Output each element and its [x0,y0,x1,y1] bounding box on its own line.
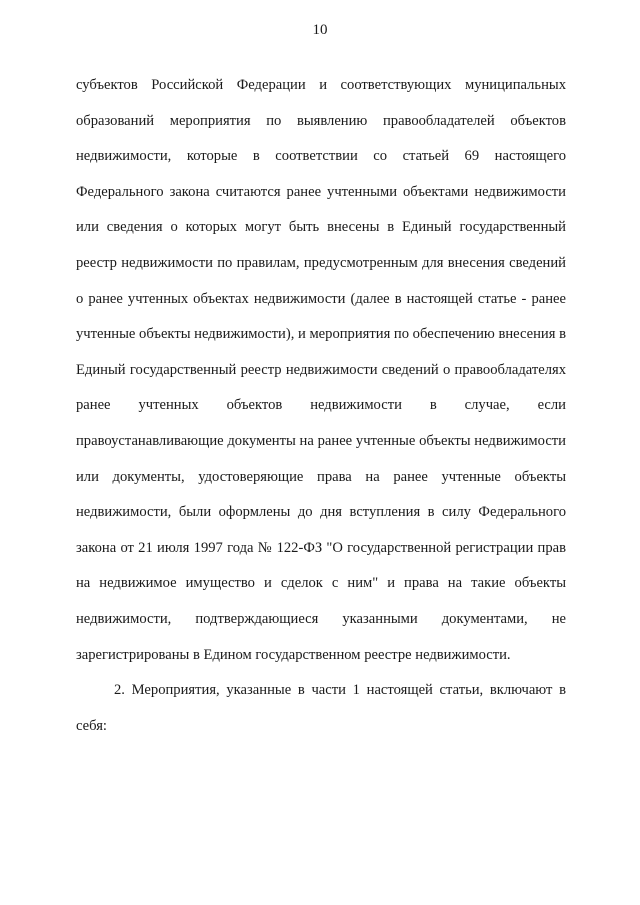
paragraph-item-2: 2. Мероприятия, указанные в части 1 настоящей статьи, включают в себя: [76,682,566,734]
page-number: 10 [312,22,328,38]
paragraph-continuation: субъектов Российской Федерации и соответствующих муниципальных образований мероприятия по выявлению правообладателей объектов недвижимости, которые в соответствии со статьей 69 настоящего Федерального закона считаются ранее учтенными объектами недвижимости или сведения о которых могут быть внесены в Единый государственный реестр недвижимости по правилам, предусмотренным для внесения сведений о ранее учтенных объектах недвижимости (далее в настоящей статье - ранее учтенные объекты недвижимости), и мероприятия по обеспечению внесения в Единый государственный реестр недвижимости сведений о правообладателях ранее учтенных объектов недвижимости в случае, если правоустанавливающие документы на ранее учтенные объекты недвижимости или документы, удостоверяющие права на ранее учтенные объекты недвижимости, были оформлены до дня вступления в силу Федерального закона от 21 июля 1997 года № 122-ФЗ "О государственной регистрации прав на недвижимое имущество и сделок с ним" и права на такие объекты недвижимости, подтверждающиеся указанными документами, не зарегистрированы в Едином государственном реестре недвижимости. [76,77,566,663]
document-body [76,68,566,744]
